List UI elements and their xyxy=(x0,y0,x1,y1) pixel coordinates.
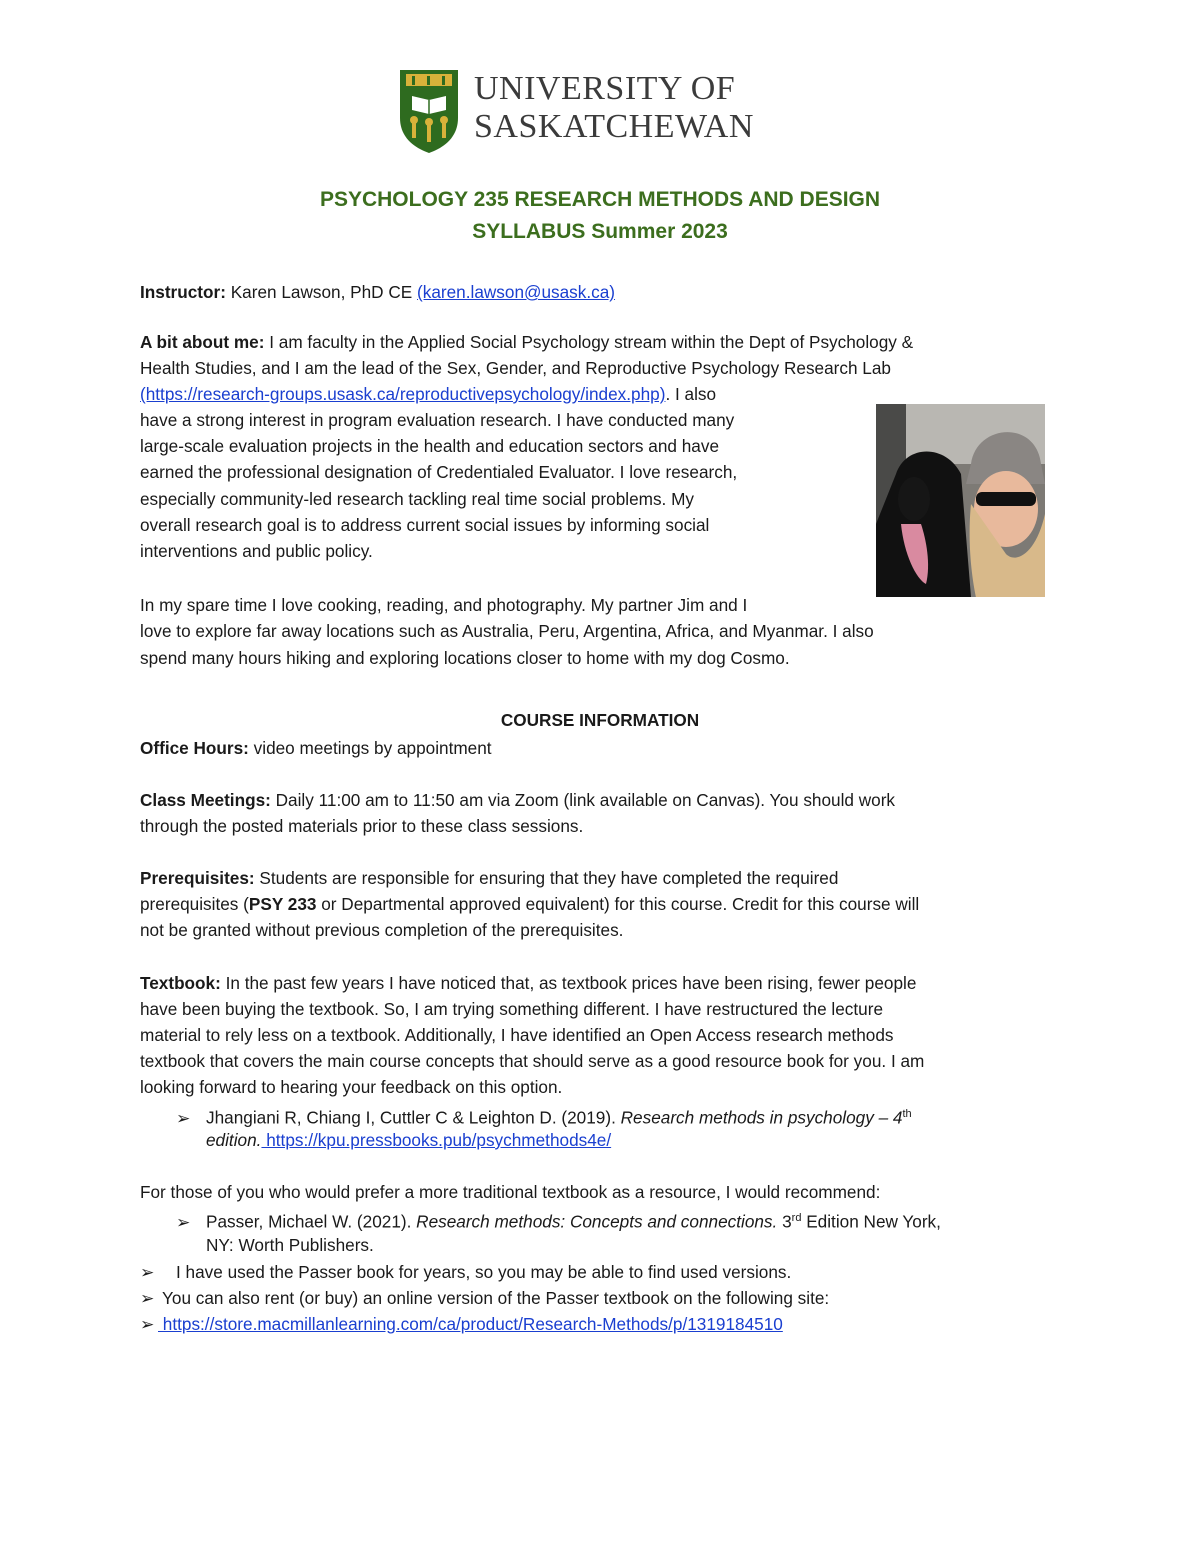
textbook-line-5: looking forward to hearing your feedback on this option. xyxy=(140,1077,563,1097)
used-versions-text: I have used the Passer book for years, so you may be able to find used versions. xyxy=(176,1262,792,1282)
jhangiani-edition: edition. xyxy=(206,1130,262,1150)
instructor-photo xyxy=(876,404,1045,597)
arrow-bullet-icon: ➢ xyxy=(176,1211,191,1232)
passer-sup: rd xyxy=(791,1212,802,1224)
wordmark-line-2: SASKATCHEWAN xyxy=(474,108,754,145)
instructor-email-link[interactable]: (karen.lawson@usask.ca) xyxy=(417,282,616,302)
class-meetings-line-2: through the posted materials prior to these class sessions. xyxy=(140,816,584,836)
textbook-text: In the past few years I have noticed that, as textbook prices have been rising, fewer people xyxy=(220,973,917,993)
prerequisites-line-2 xyxy=(140,892,919,918)
about-line-2: Health Studies, and I am the lead of the Sex, Gender, and Reproductive Psychology Research Lab xyxy=(140,358,891,378)
arrow-bullet-icon: ➢ xyxy=(140,1314,155,1334)
textbook-line-1 xyxy=(140,971,916,997)
passer-edition-num: 3 xyxy=(777,1211,792,1232)
university-logo xyxy=(398,68,768,158)
bullet-used-versions xyxy=(140,1260,791,1286)
wordmark-line-1: UNIVERSITY OF xyxy=(474,70,736,107)
about-line-5: large-scale evaluation projects in the health and education sectors and have xyxy=(140,436,720,456)
about-line-4: have a strong interest in program evaluation research. I have conducted many xyxy=(140,410,735,430)
office-hours-line xyxy=(140,736,492,762)
class-meetings-text: Daily 11:00 am to 11:50 am via Zoom (link available on Canvas). You should work xyxy=(270,790,896,810)
about-line-3 xyxy=(140,382,716,408)
bullet-passer xyxy=(176,1206,941,1235)
about-line-3-tail: . I also xyxy=(665,384,717,404)
office-hours-label: Office Hours: xyxy=(140,738,249,758)
research-lab-link[interactable]: (https://research-groups.usask.ca/reproductivepsychology/index.php) xyxy=(140,384,666,404)
about-label: A bit about me: xyxy=(140,332,265,352)
prerequisites-line-3: not be granted without previous completion of the prerequisites. xyxy=(140,920,624,940)
macmillan-link[interactable]: https://store.macmillanlearning.com/ca/product/Research-Methods/p/1319184510 xyxy=(158,1314,783,1334)
office-hours-text: video meetings by appointment xyxy=(248,738,492,758)
about-line-8: overall research goal is to address current social issues by informing social xyxy=(140,515,710,535)
bullet-rent-online xyxy=(140,1286,829,1312)
prereq-text-a: prerequisites ( xyxy=(140,894,249,914)
class-meetings-label: Class Meetings: xyxy=(140,790,271,810)
course-information-heading: COURSE INFORMATION xyxy=(500,710,700,730)
jhangiani-citation: Jhangiani R, Chiang I, Cuttler C & Leighton D. (2019). xyxy=(206,1107,621,1128)
bullet-passer-line-2: NY: Worth Publishers. xyxy=(206,1235,374,1255)
about-line-9: interventions and public policy. xyxy=(140,541,373,561)
traditional-textbook-line: For those of you who would prefer a more traditional textbook as a resource, I would recommend: xyxy=(140,1182,881,1202)
passer-title: Research methods: Concepts and connections. xyxy=(416,1211,778,1232)
spare-time-line-1: In my spare time I love cooking, reading, and photography. My partner Jim and I xyxy=(140,595,748,615)
syllabus-term: SYLLABUS Summer 2023 xyxy=(472,220,728,243)
about-line-1 xyxy=(140,330,913,356)
pressbooks-link[interactable]: https://kpu.pressbooks.pub/psychmethods4e/ xyxy=(261,1130,612,1150)
spare-time-line-2: love to explore far away locations such as Australia, Peru, Argentina, Africa, and Myanmar. I also xyxy=(140,621,874,641)
prerequisites-line-1 xyxy=(140,866,838,892)
arrow-bullet-icon: ➢ xyxy=(140,1288,155,1308)
bullet-jhangiani-line-2 xyxy=(206,1128,611,1154)
prerequisites-label: Prerequisites: xyxy=(140,868,255,888)
about-text: I am faculty in the Applied Social Psychology stream within the Dept of Psychology & xyxy=(264,332,914,352)
arrow-bullet-icon: ➢ xyxy=(140,1262,155,1282)
instructor-label: Instructor: xyxy=(140,282,226,302)
textbook-label: Textbook: xyxy=(140,973,221,993)
bullet-jhangiani xyxy=(176,1102,912,1131)
textbook-line-4: textbook that covers the main course concepts that should serve as a good resource book for you. I am xyxy=(140,1051,925,1071)
class-meetings-line-1 xyxy=(140,788,895,814)
bullet-macmillan-link xyxy=(140,1312,783,1338)
rent-online-text: You can also rent (or buy) an online version of the Passer textbook on the following site: xyxy=(162,1288,830,1308)
about-line-6: earned the professional designation of Credentialed Evaluator. I love research, xyxy=(140,462,738,482)
prerequisites-text: Students are responsible for ensuring that they have completed the required xyxy=(254,868,839,888)
instructor-line xyxy=(140,280,615,306)
textbook-line-3: material to rely less on a textbook. Additionally, I have identified an Open Access research methods xyxy=(140,1025,894,1045)
photo-image-icon xyxy=(876,404,1045,597)
arrow-bullet-icon: ➢ xyxy=(176,1107,191,1128)
jhangiani-sup: th xyxy=(902,1108,912,1120)
course-title: PSYCHOLOGY 235 RESEARCH METHODS AND DESIGN xyxy=(319,188,881,211)
about-line-7: especially community-led research tackling real time social problems. My xyxy=(140,489,695,509)
university-crest-icon xyxy=(398,68,460,154)
instructor-name: Karen Lawson, PhD CE xyxy=(225,282,418,302)
textbook-line-2: have been buying the textbook. So, I am trying something different. I have restructured the lecture xyxy=(140,999,883,1019)
prereq-text-c: or Departmental approved equivalent) for this course. Credit for this course will xyxy=(316,894,920,914)
prereq-course-code: PSY 233 xyxy=(248,894,317,914)
spare-time-line-3: spend many hours hiking and exploring locations closer to home with my dog Cosmo. xyxy=(140,648,790,668)
passer-edition-text: Edition New York, xyxy=(801,1211,941,1232)
passer-citation: Passer, Michael W. (2021). xyxy=(206,1211,417,1232)
university-wordmark xyxy=(474,70,754,146)
jhangiani-title: Research methods in psychology – 4 xyxy=(620,1107,903,1128)
